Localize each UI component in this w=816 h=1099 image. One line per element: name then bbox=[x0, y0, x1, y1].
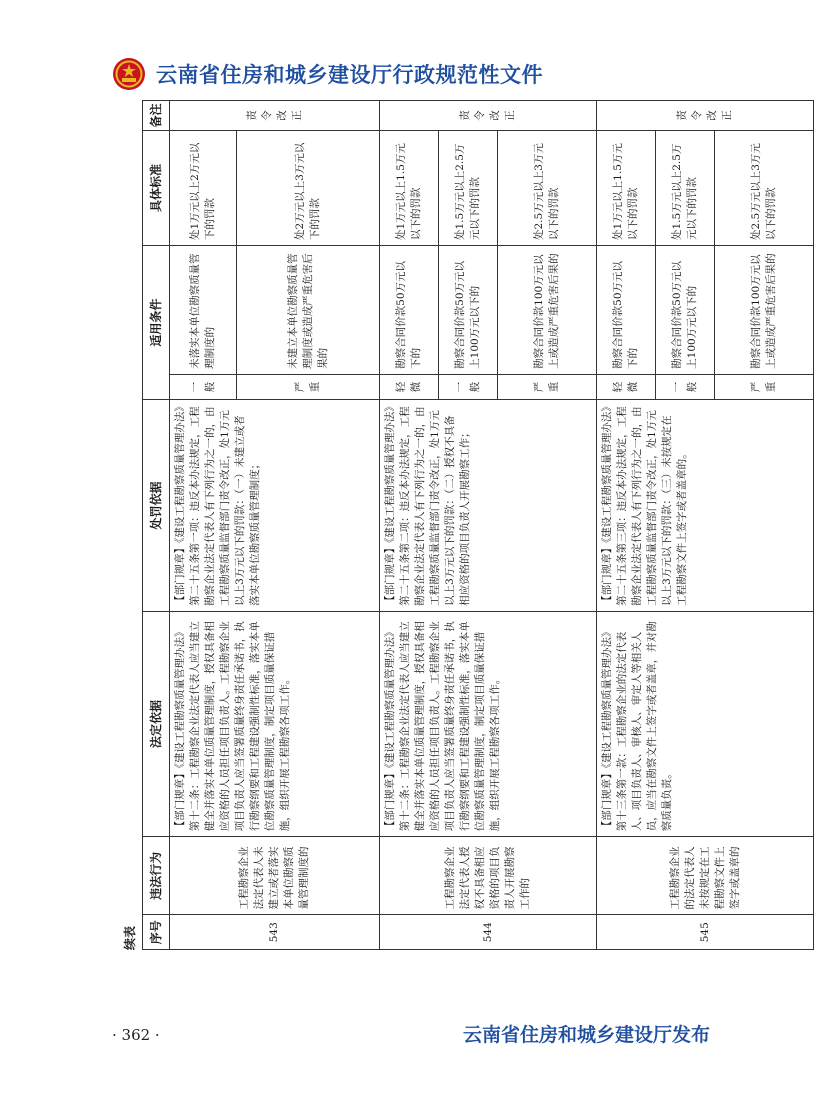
row-penalty-basis: 【部门规章】《建设工程勘察质量管理办法》第二十五条第三项：违反本办法规定，工程勘察企业法定代表人有下列行为之一的，由工程勘察质量监督部门责令改正，处1万元以上3万元以下的罚款：（三）未按规定在工程勘察文件上签字或者盖章的。 bbox=[597, 400, 814, 612]
national-emblem-icon bbox=[112, 57, 146, 91]
row-seq: 543 bbox=[170, 915, 380, 950]
header-remarks: 备注 bbox=[143, 101, 170, 131]
row-seq: 545 bbox=[597, 915, 814, 950]
row-penalty-basis: 【部门规章】《建设工程勘察质量管理办法》第二十五条第二项：违反本办法规定，工程勘察企业法定代表人有下列行为之一的，由工程勘察质量监督部门责令改正，处1万元以上3万元以下的罚款：（二）授权不具备相应资格的项目负责人开展勘察工作； bbox=[380, 400, 597, 612]
tier-standard: 处2万元以上3万元以下的罚款 bbox=[237, 130, 380, 245]
tier-condition: 未落实本单位勘察质量管理制度的 bbox=[170, 246, 237, 375]
tier-condition: 未建立本单位勘察质量管理制度或造成严重危害后果的 bbox=[237, 246, 380, 375]
tier-standard: 处2.5万元以上3万元以下的罚款 bbox=[498, 130, 597, 245]
table-row bbox=[597, 101, 656, 950]
header-standard: 具体标准 bbox=[143, 130, 170, 245]
tier-level: 轻微 bbox=[380, 374, 439, 399]
row-violation: 工程勘察企业法定代表人未建立或者落实本单位勘察质量管理制度的 bbox=[170, 837, 380, 915]
row-violation: 工程勘察企业法定代表人授权不具备相应资格的项目负责人开展勘察工作的 bbox=[380, 837, 597, 915]
tier-condition: 勘察合同价款50万元以下的 bbox=[380, 246, 439, 375]
row-remark: 责令改正 bbox=[380, 101, 597, 131]
tier-condition: 勘察合同价款50万元以上100万元以下的 bbox=[439, 246, 498, 375]
rotated-table-page bbox=[118, 100, 777, 950]
tier-condition: 勘察合同价款50万元以上100万元以下的 bbox=[656, 246, 715, 375]
tier-condition: 勘察合同价款100万元以上或造成严重危害后果的 bbox=[498, 246, 597, 375]
tier-standard: 处2.5万元以上3万元以下的罚款 bbox=[715, 130, 814, 245]
row-seq: 544 bbox=[380, 915, 597, 950]
table-header-row bbox=[143, 101, 170, 950]
tier-level: 一般 bbox=[170, 374, 237, 399]
header-seq: 序号 bbox=[143, 915, 170, 950]
header-legal-basis: 法定依据 bbox=[143, 611, 170, 836]
tier-standard: 处1万元以上2万元以下的罚款 bbox=[170, 130, 237, 245]
row-violation: 工程勘察企业的法定代表人未按规定在工程勘察文件上签字或盖章的 bbox=[597, 837, 814, 915]
document-series-title: 云南省住房和城乡建设厅行政规范性文件 bbox=[156, 63, 543, 87]
table-row bbox=[170, 101, 237, 950]
tier-condition: 勘察合同价款100万元以上或造成严重危害后果的 bbox=[715, 246, 814, 375]
tier-level: 一般 bbox=[656, 374, 715, 399]
header-violation: 违法行为 bbox=[143, 837, 170, 915]
row-legal-basis: 【部门规章】《建设工程勘察质量管理办法》第十二条：工程勘察企业法定代表人应当建立健全并落实本单位质量管理制度，授权具备相应资格的人员担任项目负责人。工程勘察企业项目负责人应当签署质量终身责任承诺书，执行勘察纲要和工程建设强制性标准，落实本单位勘察质量管理制度，制定项目质量保证措施，组织开展工程勘察各项工作。 bbox=[170, 611, 380, 836]
publisher-footer: 云南省住房和城乡建设厅发布 bbox=[462, 1024, 710, 1046]
page-header bbox=[112, 54, 543, 94]
penalty-standard-table bbox=[142, 100, 814, 950]
row-remark: 责令改正 bbox=[170, 101, 380, 131]
tier-standard: 处1万元以上1.5万元以下的罚款 bbox=[597, 130, 656, 245]
tier-level: 轻微 bbox=[597, 374, 656, 399]
table-row bbox=[380, 101, 439, 950]
tier-level: 严重 bbox=[715, 374, 814, 399]
header-penalty-basis: 处罚依据 bbox=[143, 400, 170, 612]
row-legal-basis: 【部门规章】《建设工程勘察质量管理办法》第十三条第一款：工程勘察企业的法定代表人、项目负责人、审核人、审定人等相关人员，应当在勘察文件上签字或者盖章，并对勘察质量负责。 bbox=[597, 611, 814, 836]
tier-standard: 处1万元以上1.5万元以下的罚款 bbox=[380, 130, 439, 245]
row-remark: 责令改正 bbox=[597, 101, 814, 131]
tier-level: 严重 bbox=[498, 374, 597, 399]
header-conditions: 适用条件 bbox=[143, 246, 170, 400]
tier-level: 一般 bbox=[439, 374, 498, 399]
tier-standard: 处1.5万元以上2.5万元以下的罚款 bbox=[656, 130, 715, 245]
continued-label: 续表 bbox=[123, 925, 137, 950]
tier-level: 严重 bbox=[237, 374, 380, 399]
page-number: · 362 · bbox=[112, 1026, 160, 1044]
tier-standard: 处1.5万元以上2.5万元以下的罚款 bbox=[439, 130, 498, 245]
row-legal-basis: 【部门规章】《建设工程勘察质量管理办法》第十二条：工程勘察企业法定代表人应当建立健全并落实本单位质量管理制度，授权具备相应资格的人员担任项目负责人。工程勘察企业项目负责人应当签署质量终身责任承诺书，执行勘察纲要和工程建设强制性标准，落实本单位勘察质量管理制度，制定项目质量保证措施，组织开展工程勘察各项工作。 bbox=[380, 611, 597, 836]
tier-condition: 勘察合同价款50万元以下的 bbox=[597, 246, 656, 375]
row-penalty-basis: 【部门规章】《建设工程勘察质量管理办法》第二十五条第一项：违反本办法规定，工程勘察企业法定代表人有下列行为之一的，由工程勘察质量监督部门责令改正，处1万元以上3万元以下的罚款：（一）未建立或者落实本单位勘察质量管理制度； bbox=[170, 400, 380, 612]
